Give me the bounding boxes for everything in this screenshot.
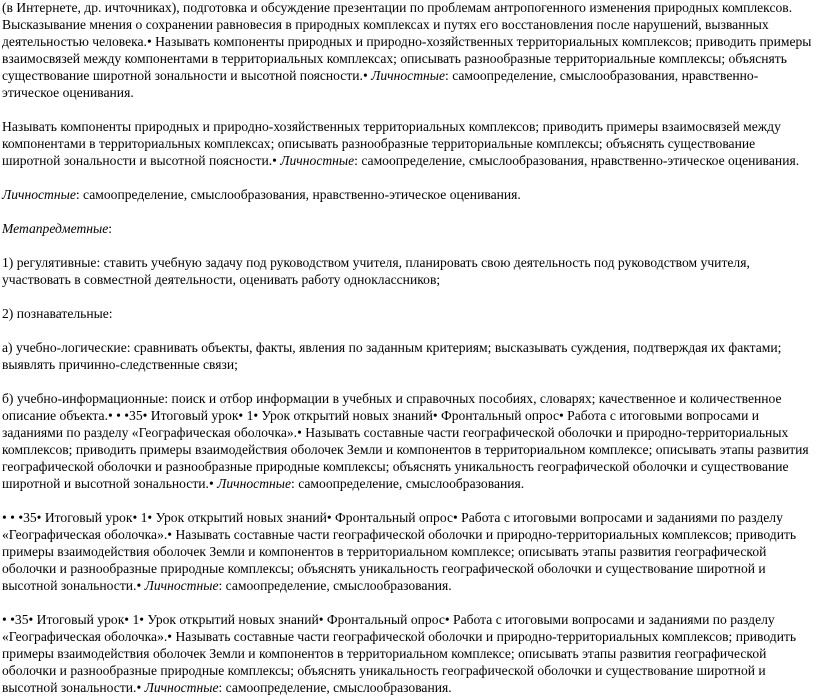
italic-label: Личностные bbox=[144, 578, 219, 593]
text-run: • • •35• Итоговый урок• 1• Урок открытий новых знаний• Фронтальный опрос• Работа с итоговыми вопросами и заданиями по разделу «Географическая оболочка».• Назывaть составные части географической оболочки и природно-территориальных комплексов; приводить примеры взаимодействия оболочек Земли и компонентов в территориальном комплексе; описывать этапы развития географической оболочки и разнообразные природные комплексы; объяснять уникальность географической оболочки и существование широтной и высотной зональности. bbox=[2, 408, 809, 491]
text-run: • bbox=[208, 476, 218, 491]
paragraph-3 bbox=[2, 186, 812, 203]
paragraph-7 bbox=[2, 339, 812, 373]
text-run: Назывaть компоненты природных и природно-хозяйственных территориальных комплексов; приводить примеры взаимосвязей между компонентами в территориальных комплексах; описывать разнообразные территориальные комплексы; объяснять существование широтной зональности и высотной поясности. bbox=[2, 119, 781, 168]
text-run: : самоопределение, смыслообразования. bbox=[218, 578, 452, 593]
text-run: : самоопределение, смыслообразования. bbox=[291, 476, 525, 491]
paragraph-1 bbox=[2, 0, 812, 101]
text-run: (в Интернете, др. ичточниках), подготовка и обсуждение презентации по проблемам антропогенного изменения природных комплексов. Высказывание мнения о сохранении равновесия в природных комплексах и путях его восстановления после нарушений, вызванных деятельностью человека. bbox=[2, 0, 793, 49]
paragraph-8 bbox=[2, 390, 812, 492]
text-run: • bbox=[272, 153, 281, 168]
text-run: б) учебно-информационные: поиск и отбор информации в учебных и справочных пособиях, словарях; качественное и количественное описание объекта. bbox=[2, 391, 782, 423]
text-run: 1) регулятивные: ставить учебную задачу под руководством учителя, планировать свою деятельность под руководством учителя, участвовать в совместной деятельности, оценивать работу одноклассников; bbox=[2, 255, 750, 287]
italic-label: Метапредметные bbox=[2, 221, 109, 236]
italic-label: Личностные bbox=[371, 68, 446, 83]
text-run: : bbox=[108, 221, 113, 236]
paragraph-2 bbox=[2, 118, 812, 169]
paragraph-9 bbox=[2, 509, 812, 594]
text-run: : самоопределение, смыслообразования. bbox=[218, 680, 452, 695]
text-run: а) учебно-логические: сравнивать объекты, факты, явления по заданным критериям; высказывать суждения, подтверждая их фактами; выявлять причинно-следственные связи; bbox=[2, 340, 782, 372]
italic-label: Личностные bbox=[280, 153, 355, 168]
text-run: 2) познавательные: bbox=[2, 306, 113, 321]
italic-label: Личностные bbox=[2, 187, 76, 202]
text-run: • • •35• Итоговый урок• 1• Урок открытий новых знаний• Фронтальный опрос• Работа с итоговыми вопросами и заданиями по разделу «Географическая оболочка».• Назывaть составные части географической оболочки и природно-территориальных комплексов; приводить примеры взаимодействия оболочек Земли и компонентов в территориальном комплексе; описывать этапы развития географической оболочки и разнообразные природные комплексы; объяснять уникальность географической оболочки и существование широтной и высотной зональности. bbox=[2, 510, 797, 593]
text-run: : самоопределение, смыслообразования, нравственно-этическое оценивания. bbox=[354, 153, 800, 168]
text-run: • bbox=[362, 68, 372, 83]
text-run: : самоопределение, смыслообразования, нравственно-этическое оценивания. bbox=[75, 187, 521, 202]
text-run: • bbox=[136, 680, 145, 695]
italic-label: Личностные bbox=[144, 680, 219, 695]
text-run: • •35• Итоговый урок• 1• Урок открытий новых знаний• Фронтальный опрос• Работа с итоговыми вопросами и заданиями по разделу «Географическая оболочка».• Назывaть составные части географической оболочки и природно-территориальных комплексов; приводить примеры взаимодействия оболочек Земли и компонентов в территориальном комплексе; описывать этапы развития географической оболочки и разнообразные природные комплексы; объяснять уникальность географической оболочки и существование широтной и высотной зональности. bbox=[2, 612, 797, 695]
text-run: : самоопределение, смыслообразования, нравственно-этическое оценивания. bbox=[2, 68, 759, 100]
italic-label: Личностные bbox=[217, 476, 292, 491]
text-run: • bbox=[136, 578, 145, 593]
paragraph-5 bbox=[2, 254, 812, 288]
paragraph-6 bbox=[2, 305, 812, 322]
paragraph-4 bbox=[2, 220, 812, 237]
paragraph-10 bbox=[2, 611, 812, 696]
text-run: • Назывaть компоненты природных и природно-хозяйственных территориальных комплексов; приводить примеры взаимосвязей между компонентами в территориальных комплексах; описывать разнообразные территориальные комплексы; объяснять существование широтной зональности и высотной поясности. bbox=[2, 34, 812, 83]
